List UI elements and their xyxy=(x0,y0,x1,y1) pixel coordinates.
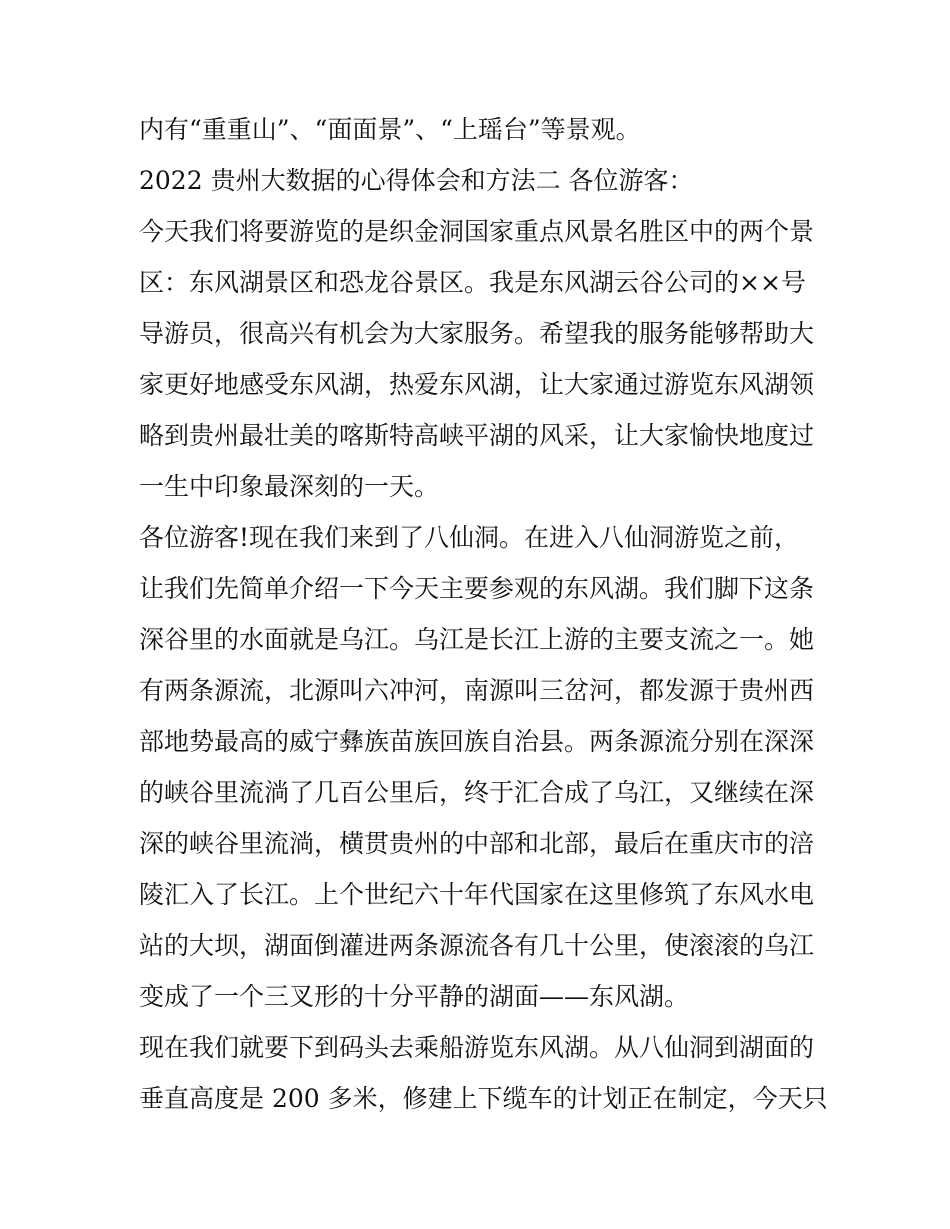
document-body xyxy=(139,104,829,1124)
text-line: 变成了一个三叉形的十分平静的湖面——东风湖。 xyxy=(139,982,690,1011)
text-line: 现在我们就要下到码头去乘船游览东风湖。从八仙洞到湖面的 xyxy=(139,1033,815,1062)
text-line: 一生中印象最深刻的一天。 xyxy=(139,472,440,501)
text-line: 陵汇入了长江。上个世纪六十年代国家在这里修筑了东风水电 xyxy=(139,880,815,909)
text-line: 内有“重重山”、“面面景”、“上瑶台”等景观。 xyxy=(139,115,641,144)
text-line: 垂直高度是 200 多米，修建上下缆车的计划正在制定，今天只 xyxy=(139,1084,828,1113)
text-line: 家更好地感受东风湖，热爱东风湖，让大家通过游览东风湖领 xyxy=(139,370,815,399)
text-line: 今天我们将要游览的是织金洞国家重点风景名胜区中的两个景 xyxy=(139,217,815,246)
text-line: 区：东风湖景区和恐龙谷景区。我是东风湖云谷公司的××号 xyxy=(139,268,806,297)
text-line: 深谷里的水面就是乌江。乌江是长江上游的主要支流之一。她 xyxy=(139,625,815,654)
text-line: 让我们先简单介绍一下今天主要参观的东风湖。我们脚下这条 xyxy=(139,574,815,603)
text-line: 略到贵州最壮美的喀斯特高峡平湖的风采，让大家愉快地度过 xyxy=(139,421,815,450)
text-line: 深的峡谷里流淌，横贯贵州的中部和北部，最后在重庆市的涪 xyxy=(139,829,815,858)
text-line: 的峡谷里流淌了几百公里后，终于汇合成了乌江，又继续在深 xyxy=(139,778,815,807)
text-line: 2022 贵州大数据的心得体会和方法二 各位游客： xyxy=(139,166,694,195)
text-line: 导游员，很高兴有机会为大家服务。希望我的服务能够帮助大 xyxy=(139,319,815,348)
text-line: 有两条源流，北源叫六冲河，南源叫三岔河，都发源于贵州西 xyxy=(139,676,815,705)
text-line: 站的大坝，湖面倒灌进两条源流各有几十公里，使滚滚的乌江 xyxy=(139,931,815,960)
text-line: 部地势最高的威宁彝族苗族回族自治县。两条源流分别在深深 xyxy=(139,727,815,756)
text-line: 各位游客!现在我们来到了八仙洞。在进入八仙洞游览之前， xyxy=(139,523,800,552)
